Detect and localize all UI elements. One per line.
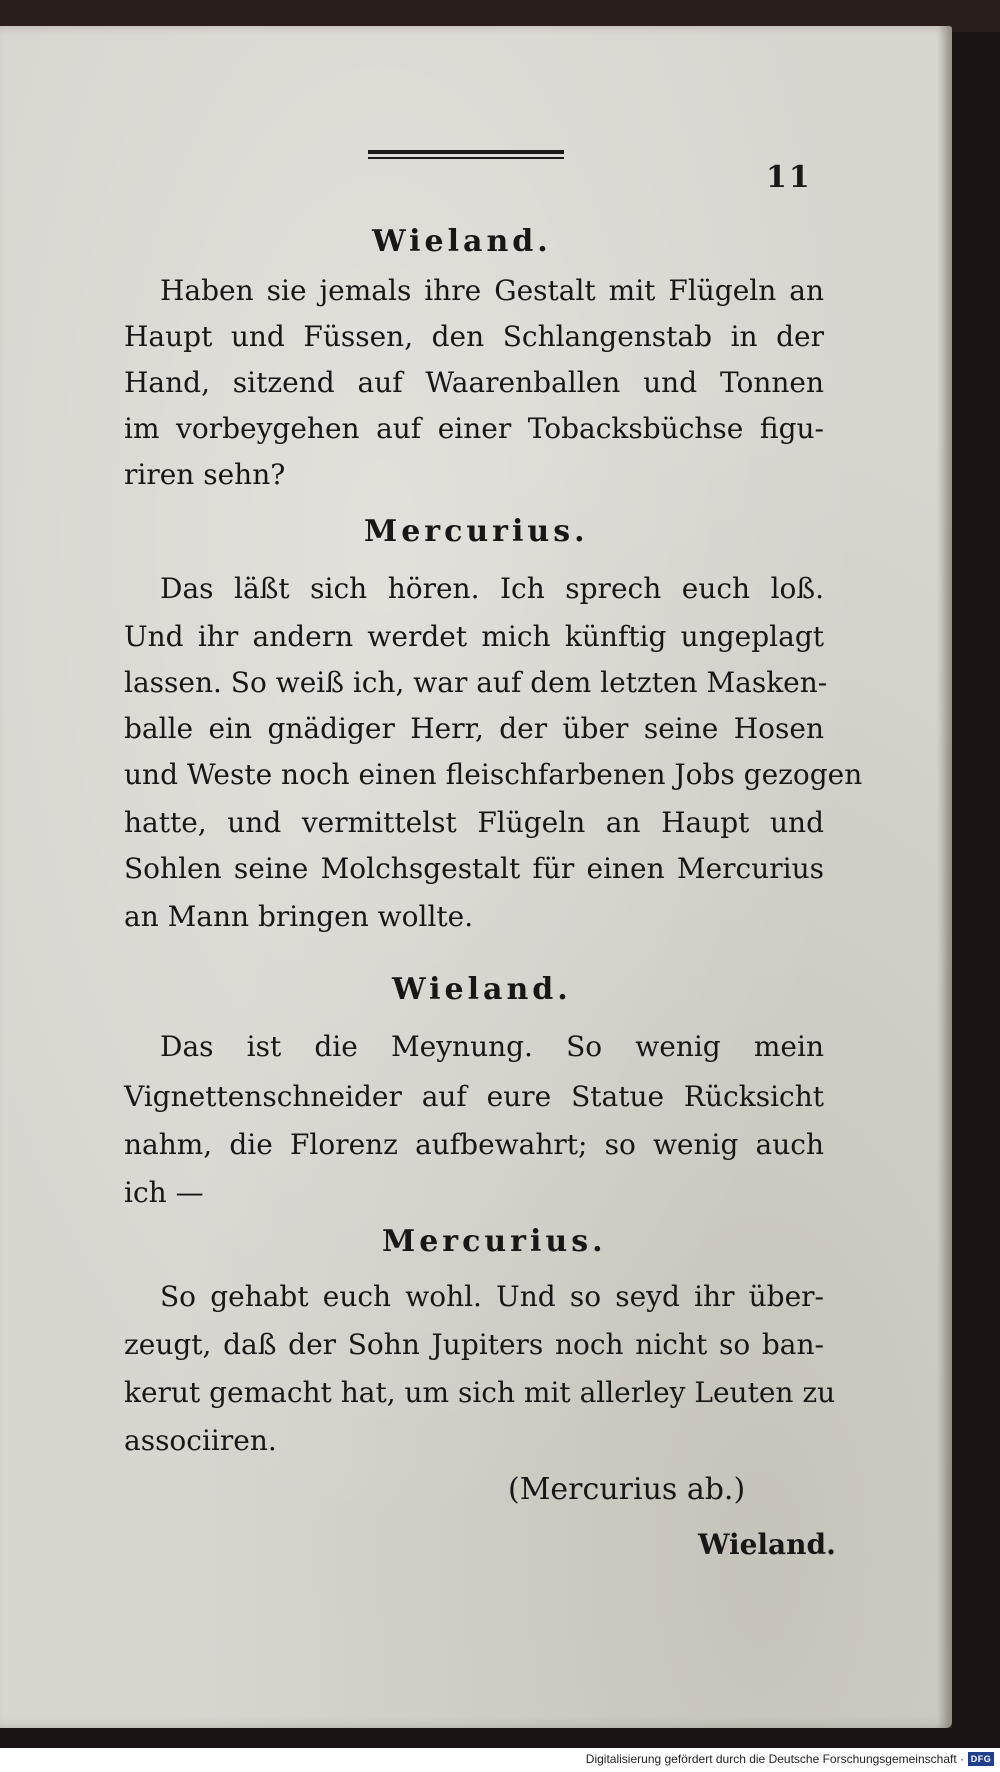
text-line: zeugt, daß der Sohn Jupiters noch nicht so ban- <box>124 1328 824 1361</box>
text-line: im vorbeygehen auf einer Tobacksbüchse figu- <box>124 412 824 445</box>
speaker-heading: Wieland. <box>372 224 552 259</box>
text-line: und Weste noch einen fleischfarbenen Jobs gezogen <box>124 758 863 791</box>
text-line: Das ist die Meynung. So wenig mein <box>160 1030 824 1063</box>
text-line: balle ein gnädiger Herr, der über seine Hosen <box>124 712 824 745</box>
text-line: nahm, die Florenz aufbewahrt; so wenig auch <box>124 1128 824 1161</box>
speaker-heading: Wieland. <box>392 972 572 1007</box>
dfg-logo: DFG <box>968 1752 994 1766</box>
header-rule <box>368 150 564 159</box>
text-line: associiren. <box>124 1424 277 1457</box>
footer-credit: Digitalisierung gefördert durch die Deutsche Forschungsgemeinschaft · <box>585 1752 964 1766</box>
text-line: So gehabt euch wohl. Und so seyd ihr über- <box>160 1280 824 1313</box>
text-line: hatte, und vermittelst Flügeln an Haupt und <box>124 806 824 839</box>
page-number: 11 <box>766 160 812 195</box>
page-edge-shadow <box>938 26 952 1728</box>
text-line: Haupt und Füssen, den Schlangenstab in der <box>124 320 824 353</box>
text-line: Sohlen seine Molchsgestalt für einen Mercurius <box>124 852 824 885</box>
text-line: an Mann bringen wollte. <box>124 900 474 933</box>
speaker-heading: Mercurius. <box>364 514 589 549</box>
text-line: Das läßt sich hören. Ich sprech euch loß. <box>160 572 824 605</box>
text-line: Hand, sitzend auf Waarenballen und Tonnen <box>124 366 824 399</box>
text-line: riren sehn? <box>124 458 286 491</box>
stage-direction: (Mercurius ab.) <box>508 1472 746 1507</box>
text-line: ich — <box>124 1176 204 1209</box>
text-line: Und ihr andern werdet mich künftig ungeplagt <box>124 620 824 653</box>
text-line: Vignettenschneider auf eure Statue Rücksicht <box>124 1080 824 1113</box>
text-line: lassen. So weiß ich, war auf dem letzten Masken- <box>124 666 828 699</box>
speaker-heading: Mercurius. <box>382 1224 607 1259</box>
catchword: Wieland. <box>698 1528 836 1561</box>
text-line: Haben sie jemals ihre Gestalt mit Flügeln an <box>160 274 824 307</box>
text-line: kerut gemacht hat, um sich mit allerley Leuten zu <box>124 1376 836 1409</box>
book-page <box>0 26 952 1728</box>
